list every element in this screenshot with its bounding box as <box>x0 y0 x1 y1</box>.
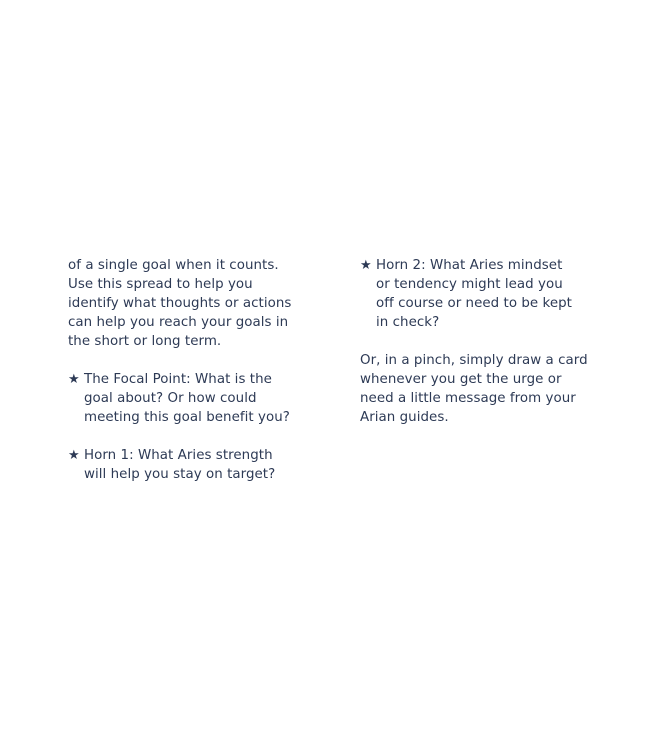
bullet-line: goal about? Or how could <box>84 391 257 406</box>
bullet-line: The Focal Point: What is the <box>84 372 272 387</box>
intro-line: Use this spread to help you <box>68 277 253 292</box>
closing-line: whenever you get the urge or <box>360 372 562 387</box>
closing-line: need a little message from your <box>360 391 576 406</box>
left-column <box>68 256 318 484</box>
intro-line: of a single goal when it counts. <box>68 258 279 273</box>
bullet-line: or tendency might lead you <box>376 277 563 292</box>
star-icon: ★ <box>68 448 80 463</box>
star-icon: ★ <box>360 258 372 273</box>
bullet-horn-1 <box>68 446 318 484</box>
closing-line: Or, in a pinch, simply draw a card <box>360 353 588 368</box>
bullet-focal-point <box>68 370 318 427</box>
intro-line: the short or long term. <box>68 334 222 349</box>
intro-line: identify what thoughts or actions <box>68 296 292 311</box>
right-column <box>360 256 610 427</box>
bullet-line: Horn 2: What Aries mindset <box>376 258 563 273</box>
intro-line: can help you reach your goals in <box>68 315 289 330</box>
bullet-line: meeting this goal benefit you? <box>84 410 290 425</box>
intro-paragraph <box>68 256 318 351</box>
bullet-horn-2 <box>360 256 610 332</box>
bullet-line: Horn 1: What Aries strength <box>84 448 273 463</box>
closing-line: Arian guides. <box>360 410 449 425</box>
bullet-line: will help you stay on target? <box>84 467 276 482</box>
bullet-line: in check? <box>376 315 440 330</box>
star-icon: ★ <box>68 372 80 387</box>
bullet-line: off course or need to be kept <box>376 296 572 311</box>
closing-paragraph <box>360 351 610 427</box>
